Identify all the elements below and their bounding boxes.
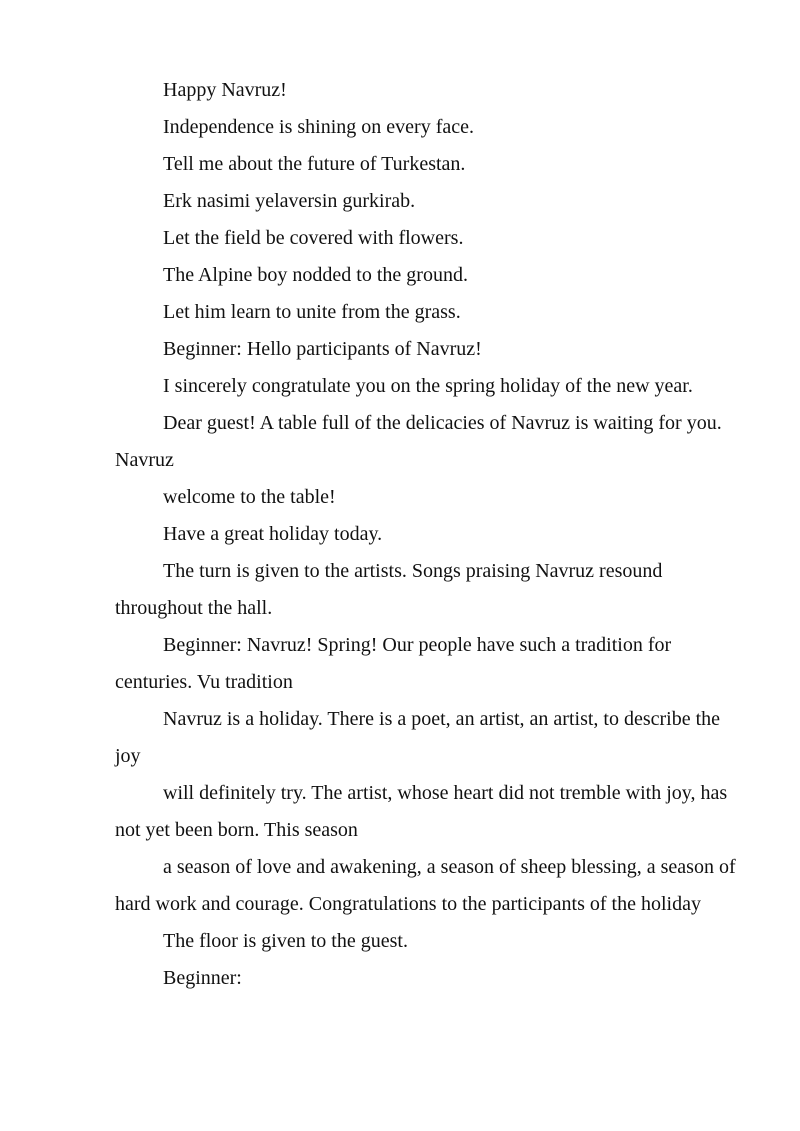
paragraph: a season of love and awakening, a season of sheep blessing, a season of hard work and courage. Congratulations to the participants of the holiday — [115, 856, 736, 915]
paragraph: Tell me about the future of Turkestan. — [163, 153, 466, 175]
paragraph: Independence is shining on every face. — [163, 116, 474, 138]
paragraph: Erk nasimi yelaversin gurkirab. — [163, 190, 416, 212]
paragraph: The turn is given to the artists. Songs praising Navruz resound throughout the hall. — [115, 560, 663, 619]
paragraph: Dear guest! A table full of the delicacies of Navruz is waiting for you. Navruz — [115, 412, 722, 471]
document-body — [115, 72, 740, 997]
paragraph: Let him learn to unite from the grass. — [163, 301, 461, 323]
paragraph: Beginner: — [163, 967, 242, 989]
paragraph: The Alpine boy nodded to the ground. — [163, 264, 468, 286]
paragraph: Beginner: Navruz! Spring! Our people have such a tradition for centuries. Vu tradition — [115, 634, 672, 693]
paragraph: will definitely try. The artist, whose heart did not tremble with joy, has not yet been born. This season — [115, 782, 728, 841]
paragraph: I sincerely congratulate you on the spring holiday of the new year. — [163, 375, 693, 397]
paragraph: Have a great holiday today. — [163, 523, 383, 545]
paragraph: Happy Navruz! — [163, 79, 287, 101]
paragraph: welcome to the table! — [163, 486, 336, 508]
paragraph: Navruz is a holiday. There is a poet, an artist, an artist, to describe the joy — [115, 708, 721, 767]
paragraph: Let the field be covered with flowers. — [163, 227, 464, 249]
paragraph: The floor is given to the guest. — [163, 930, 408, 952]
paragraph: Beginner: Hello participants of Navruz! — [163, 338, 482, 360]
